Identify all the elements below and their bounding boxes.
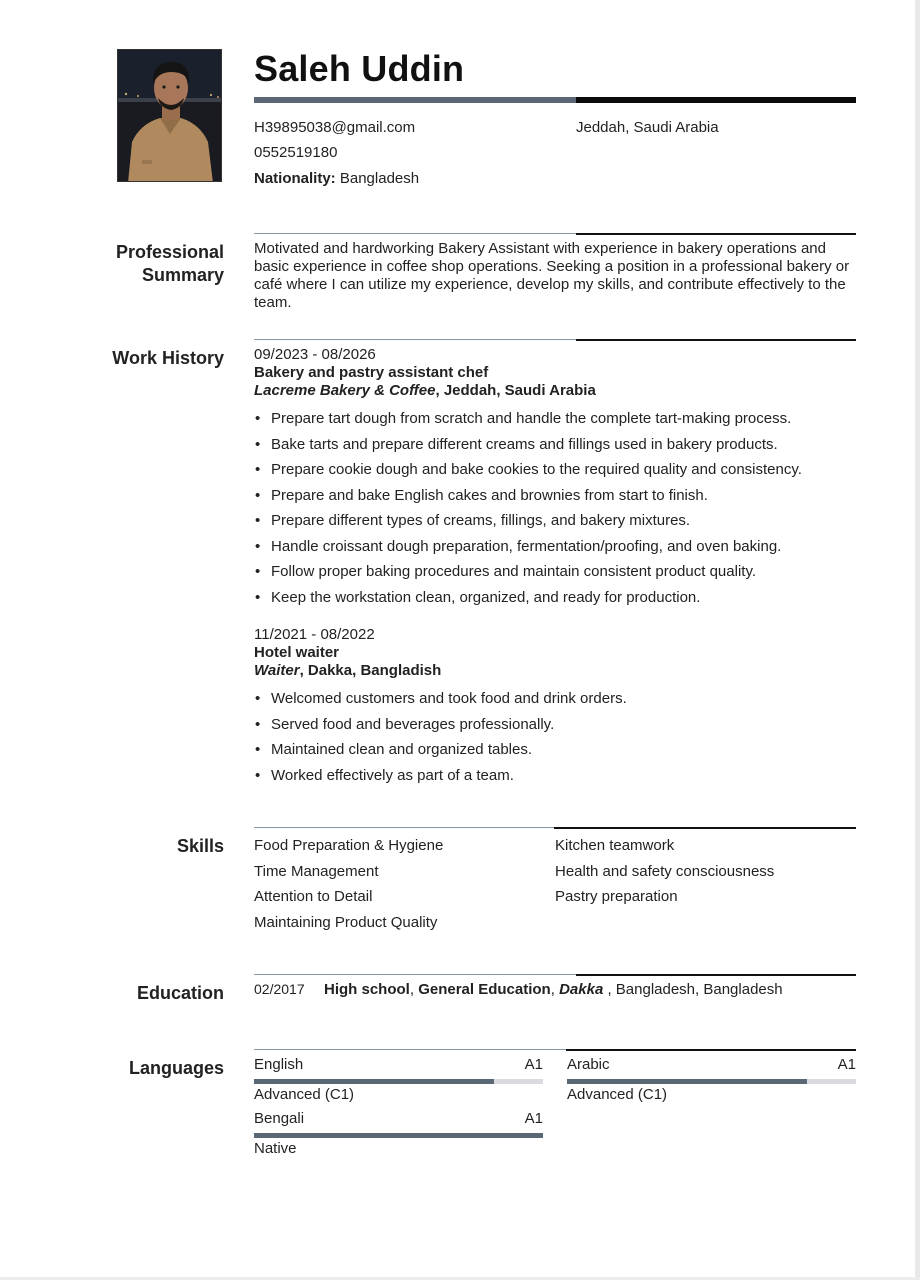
job-bullet: • Prepare tart dough from scratch and handle the complete tart-making process. bbox=[254, 406, 858, 432]
skill-item: Attention to Detail bbox=[254, 888, 373, 905]
work-rule bbox=[254, 339, 856, 341]
skill-item: Time Management bbox=[254, 862, 379, 880]
language-item bbox=[567, 1056, 856, 1105]
job-bullet: • Maintained clean and organized tables. bbox=[254, 737, 858, 763]
candidate-name: Saleh Uddin bbox=[254, 48, 465, 89]
language-bar-fill bbox=[567, 1079, 807, 1084]
section-title-work: Work History bbox=[112, 348, 224, 368]
skills-left-column bbox=[254, 833, 443, 935]
language-bar bbox=[254, 1133, 543, 1138]
section-title-summary-line2: Summary bbox=[141, 265, 224, 285]
language-bar bbox=[254, 1079, 543, 1084]
language-name: English bbox=[254, 1056, 304, 1073]
skill-item: Health and safety consciousness bbox=[555, 862, 775, 880]
language-bar-fill bbox=[254, 1133, 543, 1138]
page-edge bbox=[915, 0, 920, 1280]
languages-rule bbox=[254, 1049, 856, 1051]
section-title-skills: Skills bbox=[176, 836, 224, 856]
nationality-label: Nationality: bbox=[254, 170, 336, 187]
job-entry bbox=[254, 626, 858, 788]
job-bullets bbox=[254, 406, 858, 610]
section-title-languages: Languages bbox=[128, 1058, 224, 1078]
job-title: Hotel waiter bbox=[254, 644, 340, 661]
language-name: Arabic bbox=[567, 1056, 610, 1073]
job-bullet: • Follow proper baking procedures and maintain consistent product quality. bbox=[254, 559, 858, 585]
job-bullet: • Keep the workstation clean, organized, and ready for production. bbox=[254, 585, 858, 611]
contact-email[interactable]: H39895038@gmail.com bbox=[254, 119, 416, 136]
language-level: Native bbox=[254, 1140, 297, 1157]
job-company: Lacreme Bakery & Coffee bbox=[254, 382, 436, 399]
education-field: General Education bbox=[418, 981, 551, 998]
job-company-line bbox=[254, 382, 858, 400]
job-bullet: • Worked effectively as part of a team. bbox=[254, 763, 858, 789]
profile-photo bbox=[117, 49, 222, 182]
section-title-education: Education bbox=[136, 983, 224, 1003]
job-dates: 11/2021 - 08/2022 bbox=[254, 626, 375, 643]
skills-right-column bbox=[555, 833, 774, 910]
job-location: , Jeddah, Saudi Arabia bbox=[435, 382, 596, 399]
job-bullet: • Served food and beverages professionally. bbox=[254, 712, 858, 738]
education-location: , Bangladesh, Bangladesh bbox=[607, 981, 783, 998]
job-entry bbox=[254, 346, 858, 610]
language-level: Advanced (C1) bbox=[567, 1086, 668, 1103]
education-date: 02/2017 bbox=[254, 981, 305, 997]
name-underline-accent bbox=[254, 97, 576, 103]
education-entry: 02/2017 High school, General Education, Dakka , Bangladesh, Bangladesh bbox=[254, 981, 783, 998]
language-name: Bengali bbox=[254, 1110, 305, 1127]
job-location: , Dakka, Bangladish bbox=[299, 662, 442, 679]
contact-nationality bbox=[254, 170, 419, 187]
contact-location: Jeddah, Saudi Arabia bbox=[576, 119, 719, 136]
profile-photo-image bbox=[118, 50, 222, 182]
section-title-summary-line1: Professional bbox=[115, 242, 224, 262]
language-code: A1 bbox=[524, 1110, 543, 1127]
job-company: Waiter bbox=[254, 662, 300, 679]
section-title-summary bbox=[116, 241, 224, 287]
skills-rule bbox=[254, 827, 856, 829]
nationality-value: Bangladesh bbox=[339, 170, 420, 187]
language-level: Advanced (C1) bbox=[254, 1086, 355, 1103]
contact-phone[interactable]: 0552519180 bbox=[254, 144, 338, 161]
education-degree: High school bbox=[324, 981, 410, 998]
job-bullet: • Bake tarts and prepare different creams and fillings used in bakery products. bbox=[254, 432, 858, 458]
skill-item: Food Preparation & Hygiene bbox=[254, 837, 444, 854]
job-bullet: • Prepare different types of creams, fillings, and bakery mixtures. bbox=[254, 508, 858, 534]
skill-item: Kitchen teamwork bbox=[555, 837, 675, 854]
language-bar bbox=[567, 1079, 856, 1084]
language-item bbox=[254, 1056, 543, 1105]
job-dates: 09/2023 - 08/2026 bbox=[254, 346, 376, 363]
language-bar-fill bbox=[254, 1079, 494, 1084]
language-code: A1 bbox=[837, 1056, 856, 1073]
language-item bbox=[254, 1110, 543, 1159]
job-bullet: • Prepare cookie dough and bake cookies to the required quality and consistency. bbox=[254, 457, 858, 483]
skill-item: Pastry preparation bbox=[555, 888, 678, 905]
skill-item: Maintaining Product Quality bbox=[254, 913, 438, 931]
job-bullet: • Welcomed customers and took food and drink orders. bbox=[254, 686, 858, 712]
summary-text: Motivated and hardworking Bakery Assistant with experience in bakery operations and basic experience in coffee shop operations. Seeking a position in a professional bakery or café where I can utilize my experience, develop my skills, and contribute effectively to the team. bbox=[254, 240, 850, 311]
name-underline-dark bbox=[576, 97, 856, 103]
job-bullet: • Handle croissant dough preparation, fermentation/proofing, and oven baking. bbox=[254, 534, 858, 560]
language-code: A1 bbox=[524, 1056, 543, 1073]
job-bullets bbox=[254, 686, 858, 788]
job-bullet: • Prepare and bake English cakes and brownies from start to finish. bbox=[254, 483, 858, 509]
job-title: Bakery and pastry assistant chef bbox=[254, 364, 489, 381]
education-rule bbox=[254, 974, 856, 976]
job-company-line bbox=[254, 662, 858, 680]
summary-rule bbox=[254, 233, 856, 235]
education-school: Dakka bbox=[559, 981, 604, 998]
